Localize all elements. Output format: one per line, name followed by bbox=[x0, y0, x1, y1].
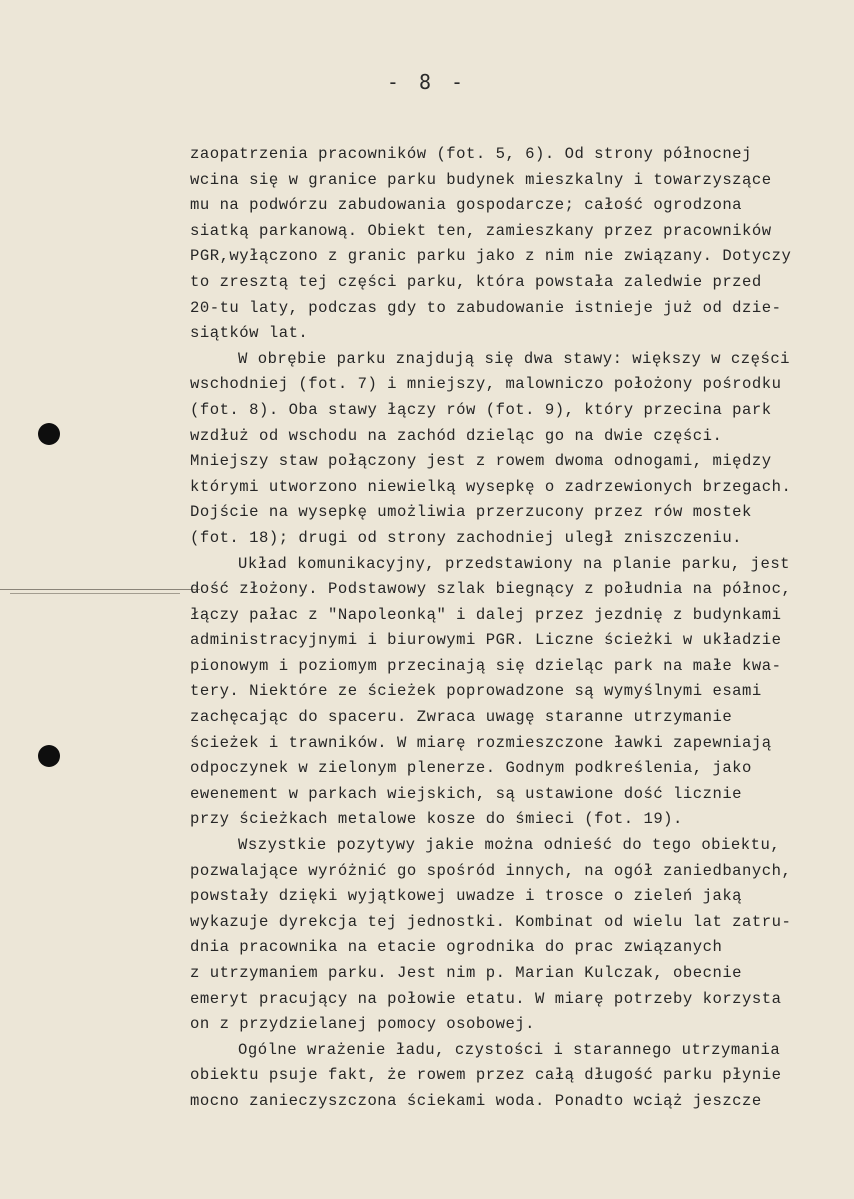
text-line: PGR,wyłączono z granic parku jako z nim nie związany. Dotyczy bbox=[190, 247, 792, 266]
text-line: dość złożony. Podstawowy szlak biegnący z południa na północ, bbox=[190, 580, 792, 599]
text-line: ewenement w parkach wiejskich, są ustawione dość licznie bbox=[190, 784, 743, 803]
text-line: Dojście na wysepkę umożliwia przerzucony przez rów mostek bbox=[190, 503, 752, 522]
page-number: - 8 - bbox=[386, 70, 468, 94]
body-text bbox=[190, 142, 830, 1115]
text-line: siatką parkanową. Obiekt ten, zamieszkany przez pracowników bbox=[190, 221, 772, 240]
text-line: (fot. 8). Oba stawy łączy rów (fot. 9), który przecina park bbox=[190, 400, 772, 419]
text-line: mocno zanieczyszczona ściekami woda. Ponadto wciąż jeszcze bbox=[190, 1091, 762, 1110]
text-line: 20-tu laty, podczas gdy to zabudowanie istnieje już od dzie- bbox=[190, 298, 782, 317]
text-line: on z przydzielanej pomocy osobowej. bbox=[190, 1015, 536, 1034]
text-line: administracyjnymi i biurowymi PGR. Liczne ścieżki w układzie bbox=[190, 631, 782, 650]
punch-hole-bottom bbox=[38, 745, 60, 767]
text-line: którymi utworzono niewielką wysepkę o zadrzewionych brzegach. bbox=[190, 477, 792, 496]
text-line: z utrzymaniem parku. Jest nim p. Marian Kulczak, obecnie bbox=[190, 964, 743, 982]
text-line: tery. Niektóre ze ścieżek poprowadzone są wymyślnymi esami bbox=[190, 682, 762, 701]
text-line: to zresztą tej części parku, która powstała zaledwie przed bbox=[190, 272, 762, 291]
text-line: dnia pracownika na etacie ogrodnika do prac związanych bbox=[190, 938, 723, 957]
text-line: łączy pałac z "Napoleonką" i dalej przez jezdnię z budynkami bbox=[190, 605, 782, 624]
pencil-mark-2 bbox=[10, 593, 180, 594]
text-line: obiektu psuje fakt, że rowem przez całą długość parku płynie bbox=[190, 1066, 782, 1085]
text-line: mu na podwórzu zabudowania gospodarcze; całość ogrodzona bbox=[190, 196, 743, 215]
text-line: powstały dzięki wyjątkowej uwadze i trosce o zieleń jaką bbox=[190, 887, 743, 906]
text-line: wcina się w granice parku budynek mieszkalny i towarzyszące bbox=[190, 170, 772, 189]
text-line: zaopatrzenia pracowników (fot. 5, 6). Od strony północnej bbox=[190, 145, 752, 163]
paragraph-start-line: Ogólne wrażenie ładu, czystości i starannego utrzymania bbox=[238, 1040, 781, 1059]
punch-hole-top bbox=[38, 423, 60, 445]
text-line: wzdłuż od wschodu na zachód dzieląc go na dwie części. bbox=[190, 426, 723, 445]
paragraph-start-line: W obrębie parku znajdują się dwa stawy: większy w części bbox=[238, 349, 791, 368]
text-line: wschodniej (fot. 7) i mniejszy, malowniczo położony pośrodku bbox=[190, 375, 782, 394]
pencil-mark bbox=[0, 589, 200, 590]
text-line: wykazuje dyrekcja tej jednostki. Kombinat od wielu lat zatru- bbox=[190, 912, 792, 931]
text-line: pionowym i poziomym przecinają się dzieląc park na małe kwa- bbox=[190, 656, 782, 675]
text-line: odpoczynek w zielonym plenerze. Godnym podkreślenia, jako bbox=[190, 759, 752, 778]
text-line: ścieżek i trawników. W miarę rozmieszczone ławki zapewniają bbox=[190, 733, 772, 752]
text-line: emeryt pracujący na połowie etatu. W miarę potrzeby korzysta bbox=[190, 989, 782, 1008]
text-line: zachęcając do spaceru. Zwraca uwagę staranne utrzymanie bbox=[190, 708, 733, 727]
text-line: przy ścieżkach metalowe kosze do śmieci (fot. 19). bbox=[190, 810, 683, 829]
text-line: (fot. 18); drugi od strony zachodniej uległ zniszczeniu. bbox=[190, 528, 743, 547]
text-line: siątków lat. bbox=[190, 324, 309, 343]
paragraph-start-line: Układ komunikacyjny, przedstawiony na planie parku, jest bbox=[238, 554, 791, 573]
text-line: Mniejszy staw połączony jest z rowem dwoma odnogami, między bbox=[190, 452, 772, 471]
text-line: pozwalające wyróżnić go spośród innych, na ogół zaniedbanych, bbox=[190, 861, 792, 880]
paragraph-start-line: Wszystkie pozytywy jakie można odnieść do tego obiektu, bbox=[238, 836, 781, 855]
